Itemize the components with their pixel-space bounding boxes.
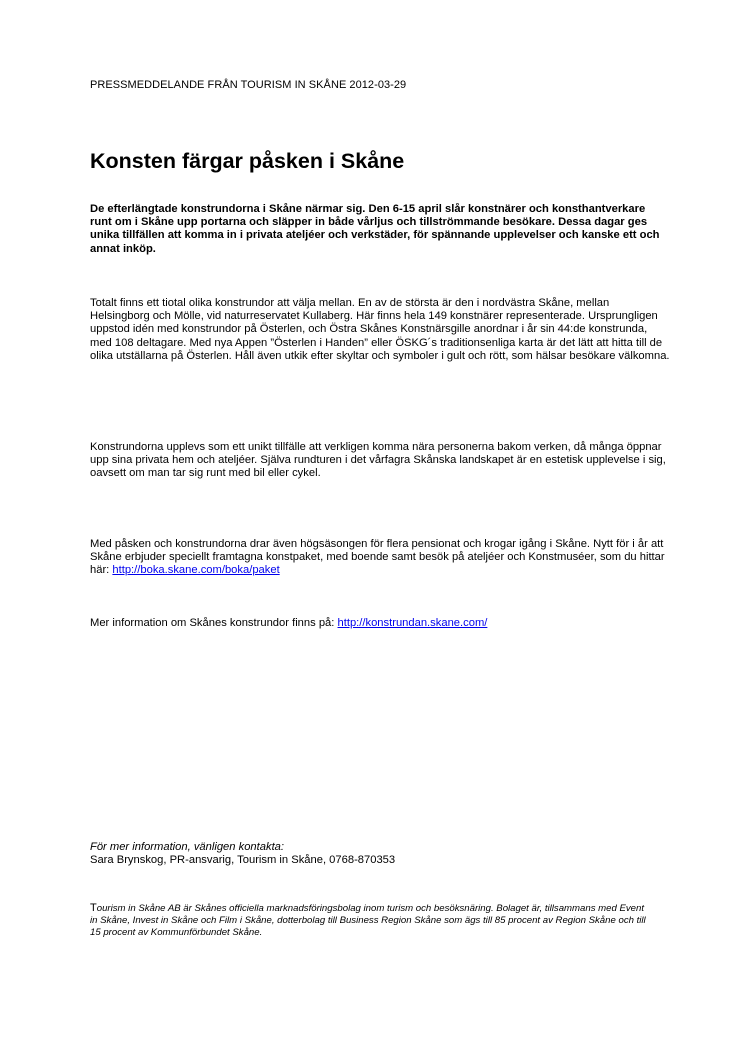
- article-title: Konsten färgar påsken i Skåne: [90, 149, 405, 173]
- contact-intro: För mer information, vänligen kontakta:: [90, 841, 285, 853]
- footer-text: ourism in Skåne AB är Skånes officiella marknadsföringsbolag inom turism och besöksnäring. Bolaget är, tillsammans med Event in Skåne, Invest in Skåne och Film i Skåne, dotterbolag till Business Region Skåne som ägs till 85 procent av Region Skåne och till 15 procent av Kommunförbundet Skåne.: [90, 903, 646, 938]
- press-release-header: PRESSMEDDELANDE FRÅN TOURISM IN SKÅNE 2012-03-29: [90, 79, 407, 91]
- article-paragraph-2: Konstrundorna upplevs som ett unikt tillfälle att verkligen komma nära personerna bakom verken, då många öppnar upp sina privata hem och ateljéer. Själva rundturen i det vårfagra Skånska landskapet är en estetisk upplevelse i sig, oavsett om man tar sig runt med bil eller cykel.: [90, 441, 666, 480]
- paragraph-4-text: Mer information om Skånes konstrundor finns på:: [90, 617, 338, 629]
- article-paragraph-1: Totalt finns ett tiotal olika konstrundor att välja mellan. En av de största är den i nordvästra Skåne, mellan Helsingborg och Mölle, vid naturreservatet Kullaberg. Här finns hela 149 konstnärer representerade. Ursprungligen uppstod idén med konstrundor på Österlen, och Östra Skånes Konstnärsgille anordnar i år sin 44:de konstrunda, med 108 deltagare. Med nya Appen ”Österlen i Handen” eller ÖSKG´s traditionsenliga karta är det lätt att hitta till de olika utställarna på Österlen. Håll även utkik efter skyltar och symboler i gult och rött, som hälsar besökare välkomna.: [90, 297, 670, 362]
- paragraph-3-text: Med påsken och konstrundorna drar även högsäsongen för flera pensionat och krogar igång i Skåne. Nytt för i år att Skåne erbjuder speciellt framtagna konstpaket, med boende samt besök på ateljéer och Konstmuséer, som du hittar här:: [90, 538, 665, 577]
- article-paragraph-3: [90, 538, 670, 578]
- article-lead: De efterlängtade konstrundorna i Skåne närmar sig. Den 6-15 april slår konstnärer och konsthantverkare runt om i Skåne upp portarna och släpper in både vårljus och tillströmmande besökare. Dessa dagar ges unika tillfällen att komma in i privata ateljéer och verkstäder, för spännande upplevelser och kanske ett och annat inköp.: [90, 203, 660, 255]
- konstpaket-link[interactable]: http://boka.skane.com/boka/paket: [112, 564, 280, 577]
- contact-block: [90, 841, 395, 867]
- contact-person: Sara Brynskog, PR-ansvarig, Tourism in Skåne, 0768-870353: [90, 854, 396, 867]
- article-paragraph-4: [90, 617, 670, 630]
- konstrundan-link[interactable]: http://konstrundan.skane.com/: [337, 617, 488, 629]
- company-footer: [90, 903, 650, 938]
- footer-first-letter: T: [90, 902, 97, 914]
